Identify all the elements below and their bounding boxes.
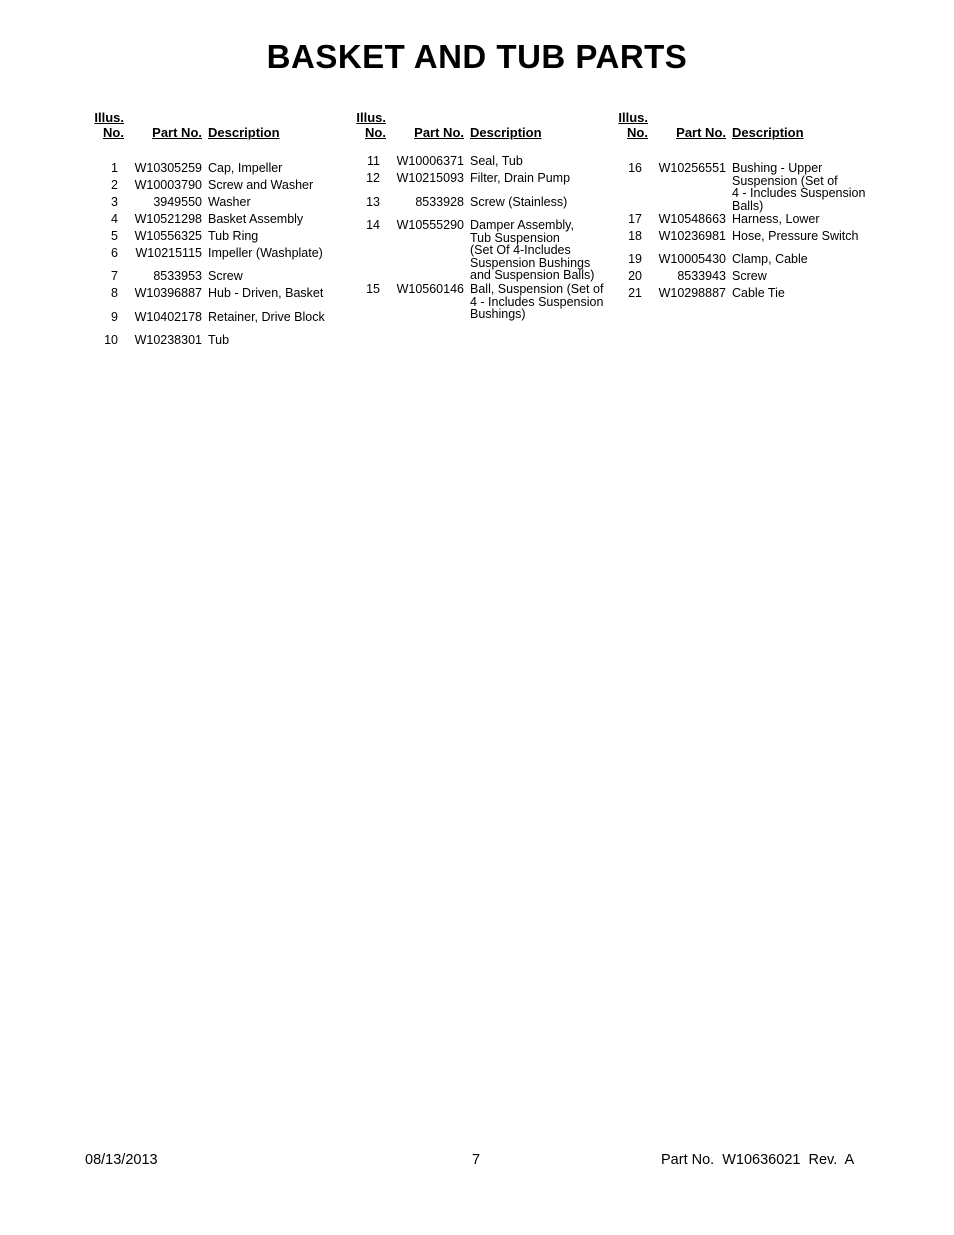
part-description: Filter, Drain Pump bbox=[470, 171, 571, 185]
part-description: Screw bbox=[208, 269, 243, 283]
part-description: Bushing - Upper bbox=[732, 161, 823, 175]
part-description: Basket Assembly bbox=[208, 212, 304, 226]
illus-no: 16 bbox=[628, 161, 642, 175]
part-description: Screw and Washer bbox=[208, 178, 314, 192]
illus-no: 2 bbox=[111, 178, 118, 192]
description-header bbox=[732, 125, 804, 140]
part-description: Tub Ring bbox=[208, 229, 259, 243]
part-description: Suspension (Set of bbox=[732, 173, 838, 188]
part-number: W10215115 bbox=[135, 246, 202, 260]
part-description: Washer bbox=[208, 195, 251, 209]
part-number: 8533928 bbox=[415, 195, 464, 209]
part-number: W10256551 bbox=[658, 161, 726, 175]
part-description: Screw (Stainless) bbox=[470, 195, 568, 209]
part-description: Retainer, Drive Block bbox=[208, 310, 325, 324]
part-number: W10548663 bbox=[658, 212, 726, 226]
part-description: Balls) bbox=[732, 198, 764, 213]
footer-page-number: 7 bbox=[472, 1152, 481, 1168]
part-no-header bbox=[88, 125, 202, 140]
part-number: W10555290 bbox=[396, 218, 464, 232]
illus-header-line2: No. bbox=[365, 125, 386, 140]
part-description: Impeller (Washplate) bbox=[208, 246, 323, 260]
part-number: W10560146 bbox=[396, 282, 464, 296]
part-number: W10556325 bbox=[134, 229, 202, 243]
part-number: W10521298 bbox=[134, 212, 202, 226]
illus-no: 18 bbox=[628, 229, 642, 243]
part-number: W10305259 bbox=[134, 161, 202, 175]
description-header bbox=[470, 125, 542, 140]
part-number: W10236981 bbox=[658, 229, 726, 243]
part-description: Screw bbox=[732, 269, 767, 283]
part-number: W10238301 bbox=[134, 333, 202, 347]
part-description: Damper Assembly, bbox=[470, 218, 574, 232]
part-number: W10298887 bbox=[658, 286, 726, 300]
description-header-text: Description bbox=[470, 125, 542, 140]
part-description: Harness, Lower bbox=[732, 212, 820, 226]
part-description: (Set Of 4-Includes bbox=[470, 243, 571, 257]
part-number: W10402178 bbox=[134, 310, 202, 324]
part-description: Hose, Pressure Switch bbox=[732, 229, 859, 243]
part-description: Tub Suspension bbox=[470, 230, 560, 245]
illus-no: 5 bbox=[111, 229, 118, 243]
part-description: Tub bbox=[208, 333, 230, 347]
description-header-text: Description bbox=[208, 125, 280, 140]
part-number: W10003790 bbox=[134, 178, 202, 192]
part-no-header bbox=[612, 125, 726, 140]
description-header-text: Description bbox=[732, 125, 804, 140]
part-description: and Suspension Balls) bbox=[470, 268, 595, 282]
illus-no: 11 bbox=[367, 154, 380, 168]
illus-header-line2: No. bbox=[103, 125, 124, 140]
illus-no: 14 bbox=[366, 218, 380, 232]
illus-no: 17 bbox=[628, 212, 642, 226]
part-no-header-text: Part No. bbox=[152, 125, 202, 140]
part-number: 8533943 bbox=[677, 269, 726, 283]
part-number: W10006371 bbox=[396, 154, 464, 168]
part-number: 8533953 bbox=[153, 269, 202, 283]
illus-no: 8 bbox=[111, 286, 118, 300]
illus-no: 20 bbox=[628, 269, 642, 283]
illus-no: 13 bbox=[366, 195, 380, 209]
part-description: 4 - Includes Suspension bbox=[732, 186, 866, 200]
part-description: Suspension Bushings bbox=[470, 255, 591, 270]
description-header bbox=[208, 125, 280, 140]
illus-no: 15 bbox=[366, 282, 380, 296]
part-number: W10396887 bbox=[134, 286, 202, 300]
part-description: Cable Tie bbox=[732, 286, 785, 300]
part-number: W10005430 bbox=[658, 252, 726, 266]
part-description: Hub - Driven, Basket bbox=[208, 286, 324, 300]
part-number: 3949550 bbox=[153, 195, 202, 209]
part-description: Bushings) bbox=[470, 307, 526, 321]
part-no-header bbox=[350, 125, 464, 140]
illus-header-line1: Illus. bbox=[618, 110, 648, 125]
illus-no: 6 bbox=[111, 246, 118, 260]
illus-no: 21 bbox=[628, 286, 642, 300]
illus-no: 1 bbox=[111, 161, 118, 175]
part-description: Seal, Tub bbox=[470, 154, 523, 168]
footer-date: 08/13/2013 bbox=[85, 1152, 158, 1168]
illus-no: 12 bbox=[366, 171, 380, 185]
illus-no: 19 bbox=[628, 252, 642, 266]
illus-header-line1: Illus. bbox=[356, 110, 386, 125]
illus-header-line1: Illus. bbox=[94, 110, 124, 125]
illus-no: 9 bbox=[111, 310, 118, 324]
part-description: Clamp, Cable bbox=[732, 252, 808, 266]
illus-no: 3 bbox=[111, 195, 118, 209]
part-no-header-text: Part No. bbox=[676, 125, 726, 140]
part-no-header-text: Part No. bbox=[414, 125, 464, 140]
illus-no: 7 bbox=[111, 269, 118, 283]
part-number: W10215093 bbox=[396, 171, 464, 185]
part-description: Cap, Impeller bbox=[208, 161, 283, 175]
illus-header-line2: No. bbox=[627, 125, 648, 140]
part-description: 4 - Includes Suspension bbox=[470, 294, 604, 309]
page-title: BASKET AND TUB PARTS bbox=[266, 38, 688, 75]
footer-part-number: Part No. W10636021 Rev. A bbox=[661, 1152, 855, 1168]
illus-no: 4 bbox=[111, 212, 118, 226]
part-description: Ball, Suspension (Set of bbox=[470, 282, 604, 296]
illus-no: 10 bbox=[104, 333, 118, 347]
